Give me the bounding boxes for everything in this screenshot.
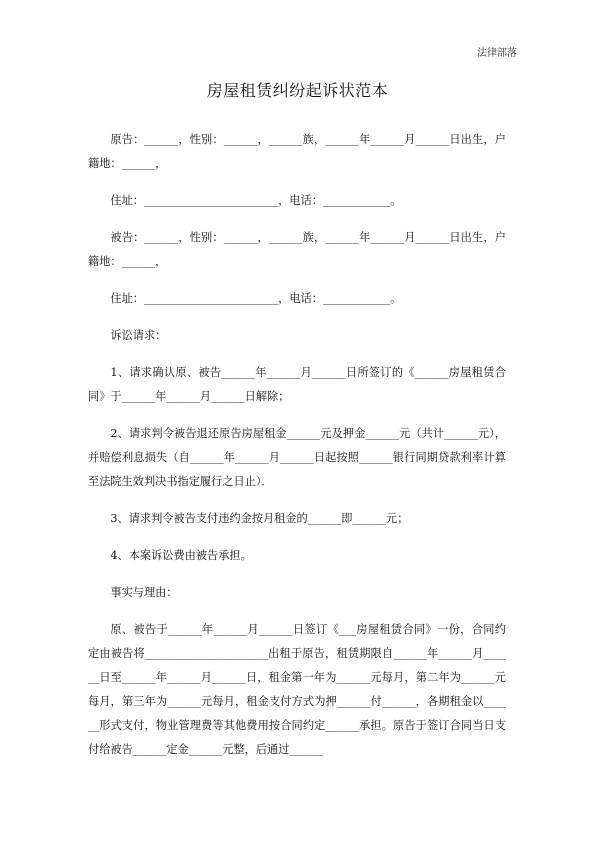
document-body bbox=[88, 128, 506, 775]
facts-heading: 事实与理由： bbox=[110, 586, 178, 599]
plaintiff-address: 住址：________________________，电话：____________。 bbox=[110, 194, 402, 207]
claim-2: 2、请求判令被告退还原告房屋租金______元及押金______元（共计______元），并赔偿利息损失（自______年______月______日起按照______银行同期贷款利率计算至法院生效判决书指定履行之日止）． bbox=[88, 427, 506, 488]
defendant-info: 被告：______，性别：______，______族，______年______月______日出生，户籍地：______， bbox=[88, 231, 506, 268]
claim-3: 3、请求判令被告支付违约金按月租金的______即______元； bbox=[110, 512, 409, 525]
plaintiff-info: 原告：______，性别：______，______族，______年______月______日出生，户籍地：______， bbox=[88, 133, 506, 170]
claims-heading: 诉讼请求： bbox=[110, 329, 167, 342]
claim-4: 4、本案诉讼费由被告承担。 bbox=[110, 549, 252, 562]
claim-1: 1、请求确认原、被告______年______月______日所签订的《______房屋租赁合同》于______年______月______日解除； bbox=[88, 366, 506, 403]
document-title: 房屋租赁纠纷起诉状范本 bbox=[206, 81, 389, 100]
header-tag: 法律部落 bbox=[477, 48, 517, 59]
facts-body: 原、被告于______年______月______日签订《___房屋租赁合同》一份，合同约定由被告将______________________出租于原告，租赁期限自______年______月______日至______年______月______日，租金第一年为______元每月，第二年为______元每月，第三年为______元每月，租金支付方式为押______付______，各期租金以______形式支付，物业管理费等其他费用按合同约定______承担。原告于签订合同当日支付给被告______定金______元整，后通过______ bbox=[88, 623, 506, 756]
defendant-address: 住址：________________________，电话：____________。 bbox=[110, 292, 402, 305]
